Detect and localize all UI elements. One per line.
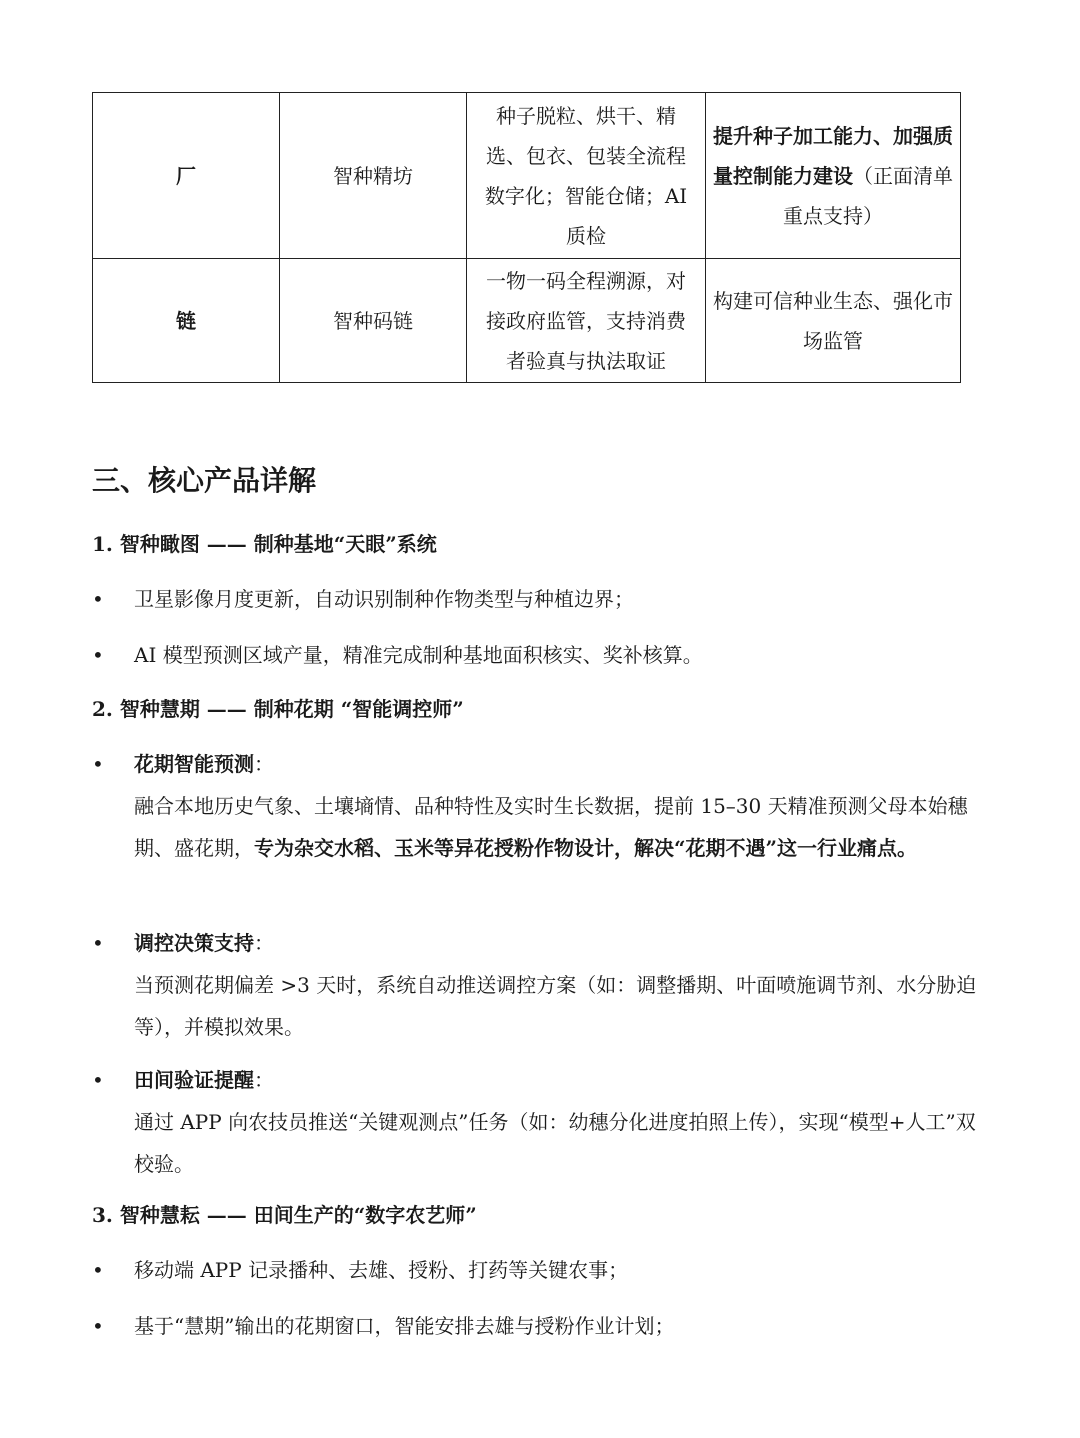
list-item (92, 922, 992, 1048)
list-item (92, 634, 992, 676)
list-item-text: 当预测花期偏差 >3 天时，系统自动推送调控方案（如：调整播期、叶面喷施调节剂、水分胁迫等），并模拟效果。 (134, 973, 977, 1039)
product-cell: 智种码链 (280, 259, 467, 383)
bullet-icon: • (92, 643, 104, 667)
row-key-cell: 链 (93, 259, 280, 383)
policy-table (92, 92, 961, 383)
policy-cell (706, 93, 961, 259)
list-item-title: 田间验证提醒： (134, 1068, 274, 1092)
list-item-text: AI 模型预测区域产量，精准完成制种基地面积核实、奖补核算。 (134, 643, 703, 667)
bullet-icon: • (92, 1068, 104, 1092)
product-cell: 智种精坊 (280, 93, 467, 259)
function-cell: 种子脱粒、烘干、精选、包衣、包装全流程数字化；智能仓储；AI质检 (467, 93, 706, 259)
list-item (92, 743, 992, 869)
policy-cell: 构建可信种业生态、强化市场监管 (706, 259, 961, 383)
product-heading-1: 1. 智种瞰图 —— 制种基地“天眼”系统 (92, 532, 437, 556)
bullet-icon: • (92, 587, 104, 611)
list-item (92, 1059, 992, 1185)
list-item-text: 卫星影像月度更新，自动识别制种作物类型与种植边界； (134, 587, 634, 611)
policy-normal-text: （正面清单重点支持） (783, 163, 953, 228)
list-item (92, 1249, 992, 1291)
table-row (93, 93, 961, 259)
bullet-icon: • (92, 931, 104, 955)
list-item-text: 移动端 APP 记录播种、去雄、授粉、打药等关键农事； (134, 1258, 629, 1282)
list-item-title: 调控决策支持： (134, 931, 274, 955)
list-item (92, 578, 992, 620)
product-heading-3: 3. 智种慧耘 —— 田间生产的“数字农艺师” (92, 1203, 477, 1227)
section-title: 三、核心产品详解 (92, 464, 317, 497)
bullet-icon: • (92, 1314, 104, 1338)
function-cell: 一物一码全程溯源，对接政府监管，支持消费者验真与执法取证 (467, 259, 706, 383)
list-item (92, 1305, 992, 1347)
list-item-title: 花期智能预测： (134, 752, 274, 776)
policy-bold-text: 提升种子加工能力、加强质量控制能力建设 (713, 123, 953, 188)
bullet-icon: • (92, 1258, 104, 1282)
highlight-text: 专为杂交水稻、玉米等异花授粉作物设计，解决“花期不遇”这一行业痛点。 (254, 836, 918, 860)
product-heading-2: 2. 智种慧期 —— 制种花期 “智能调控师” (92, 697, 464, 721)
list-item-text: 融合本地历史气象、土壤墒情、品种特性及实时生长数据，提前 15–30 天精准预测父母本始穗期、盛花期，专为杂交水稻、玉米等异花授粉作物设计，解决“花期不遇”这一行业痛点。 (134, 794, 968, 860)
bullet-icon: • (92, 752, 104, 776)
list-item-text: 通过 APP 向农技员推送“关键观测点”任务（如：幼穗分化进度拍照上传），实现“模型+人工”双校验。 (134, 1110, 976, 1176)
table-row (93, 259, 961, 383)
row-key-cell: 厂 (93, 93, 280, 259)
list-item-text: 基于“慧期”输出的花期窗口，智能安排去雄与授粉作业计划； (134, 1314, 675, 1338)
